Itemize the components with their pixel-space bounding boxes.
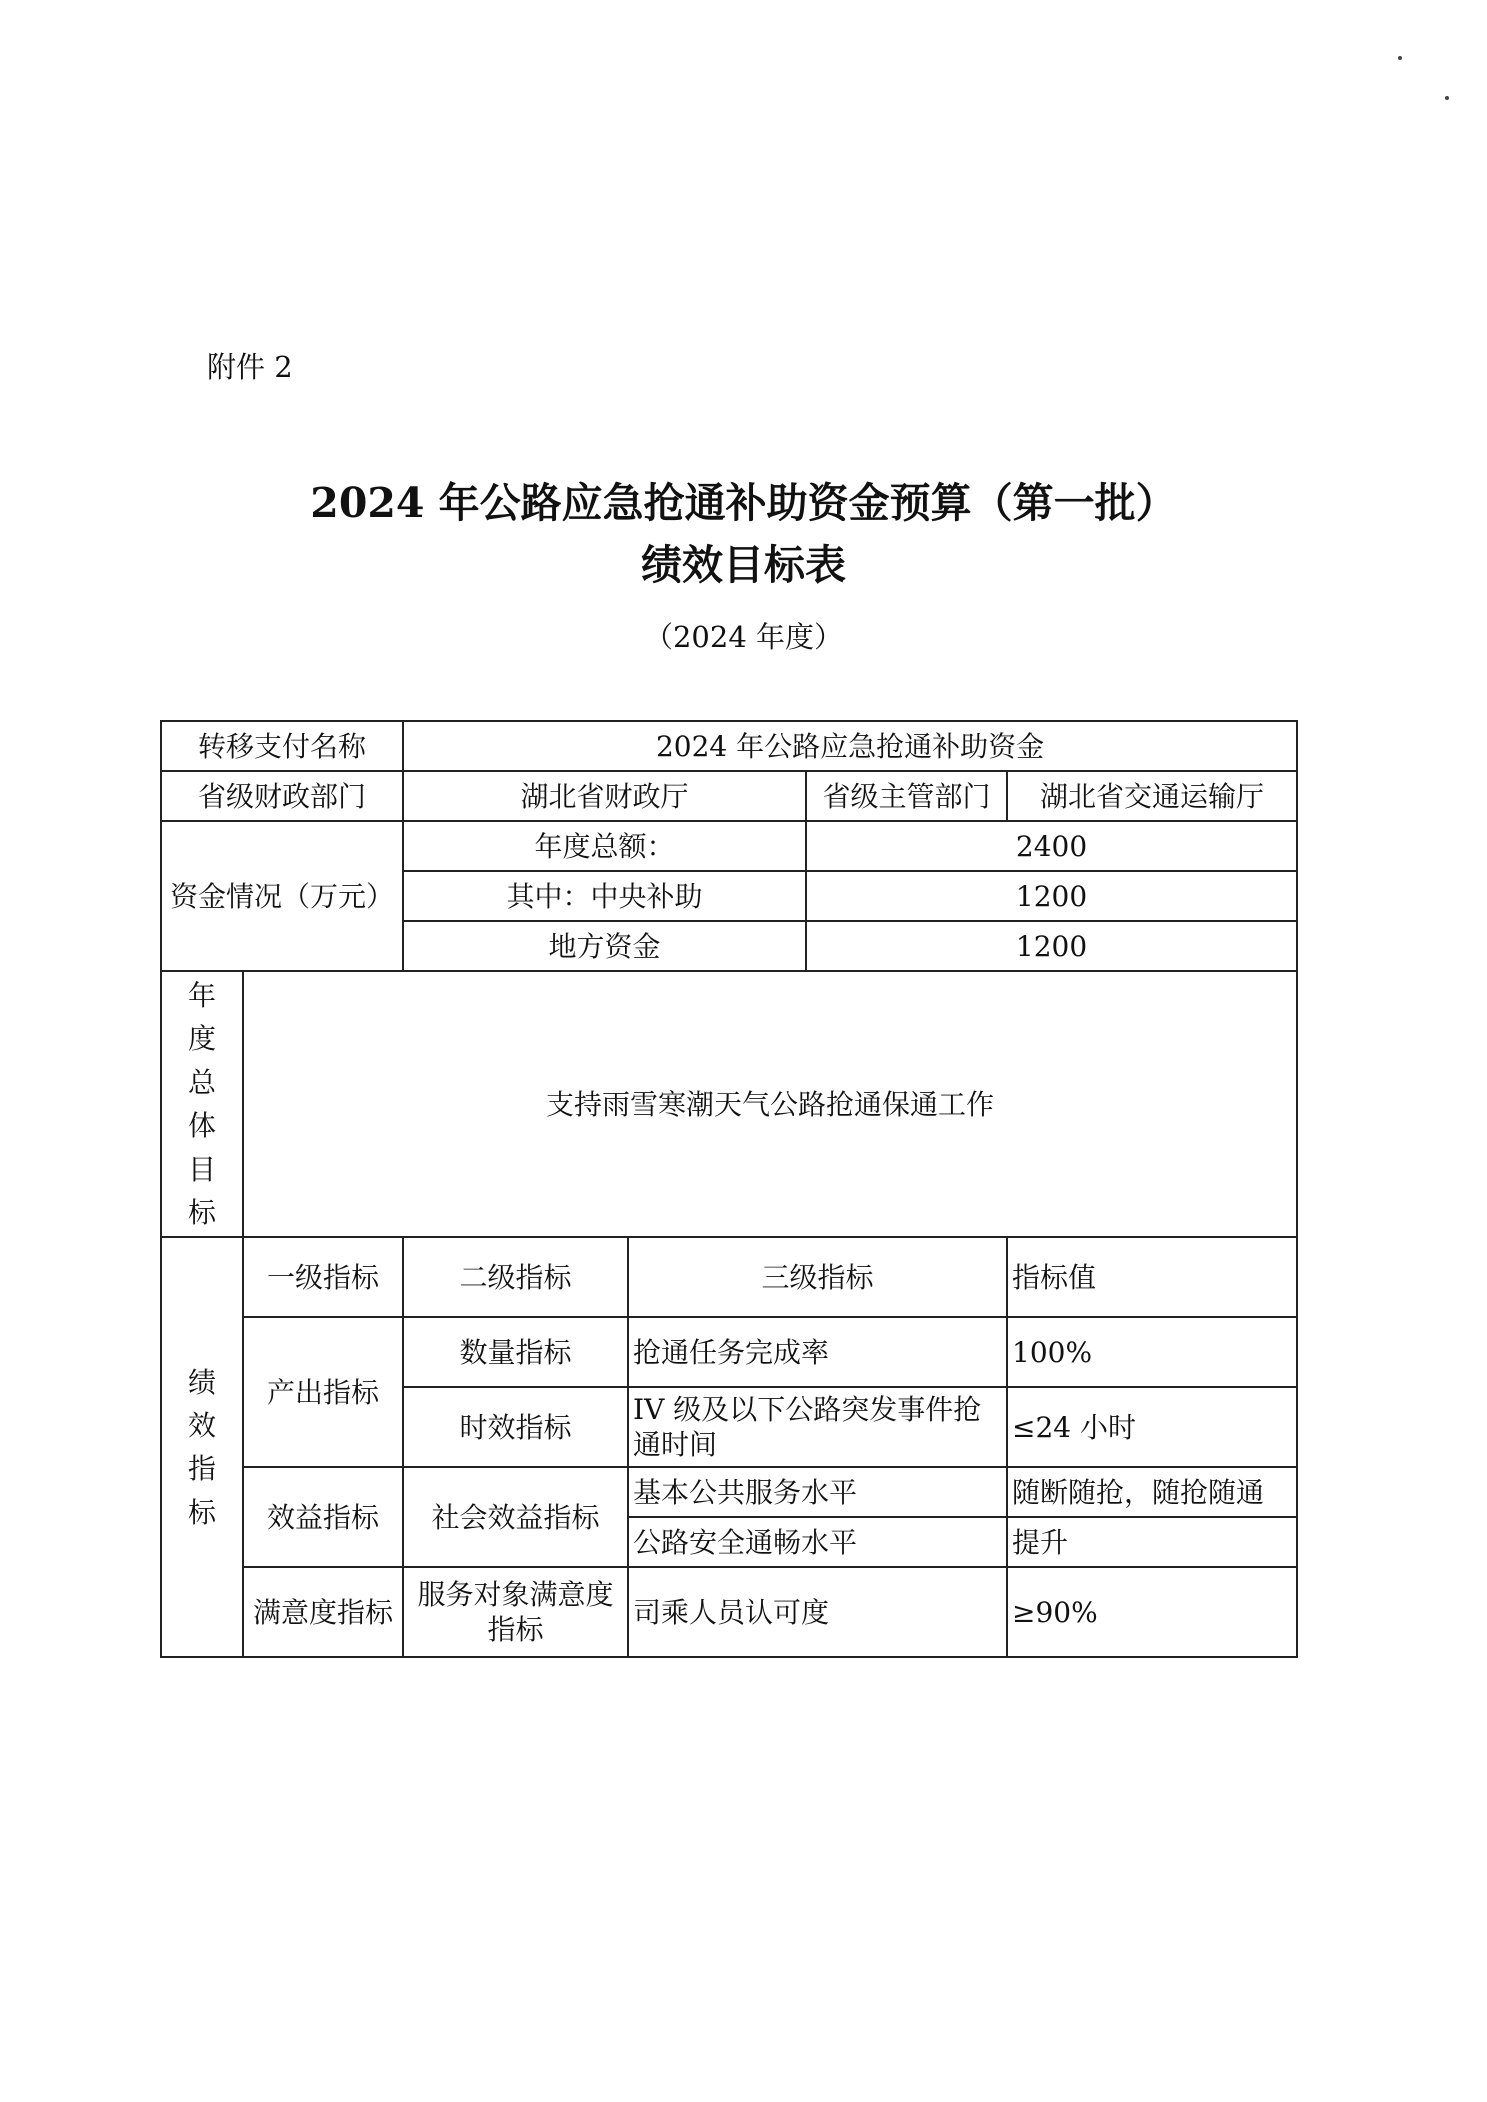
value-cell: ≥90% <box>1007 1567 1297 1657</box>
prov-dept-label: 省级主管部门 <box>806 771 1007 821</box>
table-row <box>161 821 1297 871</box>
level3-cell: IV 级及以下公路突发事件抢通时间 <box>628 1387 1007 1467</box>
value-cell: 随断随抢，随抢随通 <box>1007 1467 1297 1517</box>
level3-cell: 司乘人员认可度 <box>628 1567 1007 1657</box>
document-subtitle: 绩效目标表 <box>641 541 846 589</box>
document-title: 2024 年公路应急抢通补助资金预算（第一批） <box>310 479 1177 527</box>
value-cell: 提升 <box>1007 1517 1297 1567</box>
attachment-label: 附件 2 <box>207 350 293 384</box>
performance-indicator-label: 绩 效 指 标 <box>161 1237 243 1657</box>
output-indicator-label: 产出指标 <box>243 1317 403 1467</box>
table-row <box>161 1317 1297 1387</box>
value-cell: 100% <box>1007 1317 1297 1387</box>
header-level2: 二级指标 <box>403 1237 628 1317</box>
level3-cell: 公路安全通畅水平 <box>628 1517 1007 1567</box>
prov-dept-value: 湖北省交通运输厅 <box>1007 771 1297 821</box>
level2-cell: 数量指标 <box>403 1317 628 1387</box>
level3-cell: 抢通任务完成率 <box>628 1317 1007 1387</box>
header-value: 指标值 <box>1007 1237 1297 1317</box>
level3-cell: 基本公共服务水平 <box>628 1467 1007 1517</box>
level2-cell: 服务对象满意度指标 <box>403 1567 628 1657</box>
annual-total-label: 年度总额： <box>403 821 806 871</box>
transfer-name-value: 2024 年公路应急抢通补助资金 <box>403 721 1297 771</box>
level2-cell: 时效指标 <box>403 1387 628 1467</box>
annual-goal-label: 年 度 总 体 目 标 <box>161 971 243 1237</box>
annual-goal-value: 支持雨雪寒潮天气公路抢通保通工作 <box>243 971 1297 1237</box>
header-level3: 三级指标 <box>628 1237 1007 1317</box>
local-funds-value: 1200 <box>806 921 1297 971</box>
table-row <box>161 771 1297 821</box>
annual-total-value: 2400 <box>806 821 1297 871</box>
performance-target-table <box>160 720 1298 1658</box>
table-row <box>161 971 1297 1237</box>
table-row <box>161 721 1297 771</box>
table-row <box>161 1237 1297 1317</box>
benefit-indicator-label: 效益指标 <box>243 1467 403 1567</box>
local-funds-label: 地方资金 <box>403 921 806 971</box>
central-subsidy-label: 其中：中央补助 <box>403 871 806 921</box>
value-cell: ≤24 小时 <box>1007 1387 1297 1467</box>
header-level1: 一级指标 <box>243 1237 403 1317</box>
satisfaction-indicator-label: 满意度指标 <box>243 1567 403 1657</box>
table-row <box>161 1567 1297 1657</box>
level2-cell: 社会效益指标 <box>403 1467 628 1567</box>
funds-label: 资金情况（万元） <box>161 821 403 971</box>
transfer-name-label: 转移支付名称 <box>161 721 403 771</box>
year-note: （2024 年度） <box>643 620 844 654</box>
central-subsidy-value: 1200 <box>806 871 1297 921</box>
prov-finance-value: 湖北省财政厅 <box>403 771 806 821</box>
prov-finance-label: 省级财政部门 <box>161 771 403 821</box>
table-row <box>161 1467 1297 1517</box>
